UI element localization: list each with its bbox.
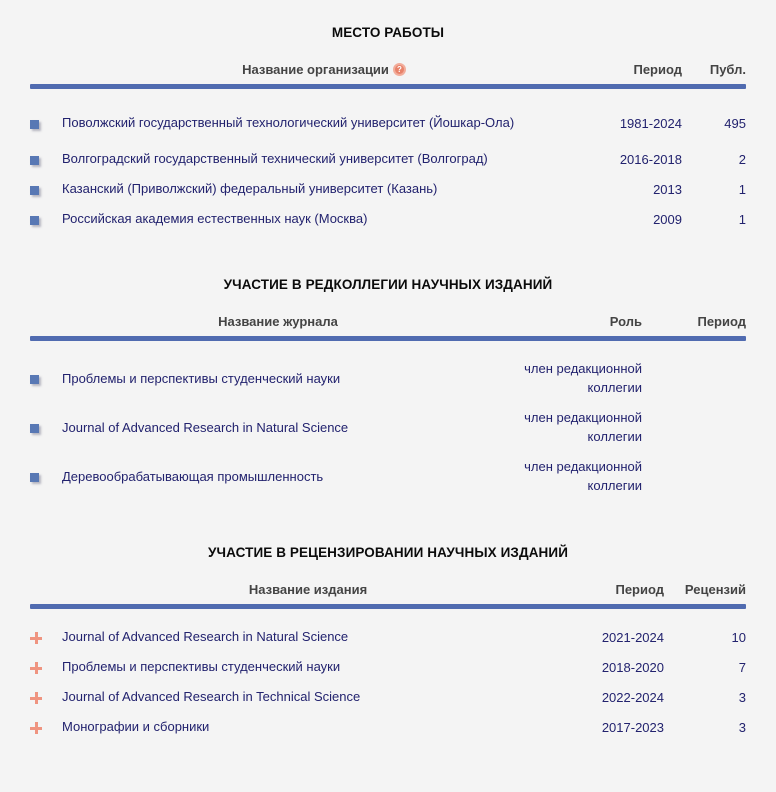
header-journal-name: Название журнала [218, 314, 338, 329]
square-bullet-icon [30, 375, 39, 384]
plus-bullet-icon [30, 662, 42, 674]
organization-period: 1981-2024 [619, 115, 682, 131]
row-marker [30, 403, 62, 452]
table-row[interactable] [30, 403, 746, 452]
table-header-row [30, 62, 746, 84]
row-marker [30, 174, 62, 204]
plus-bullet-icon [30, 632, 42, 644]
row-marker [30, 682, 62, 712]
journal-link[interactable]: Проблемы и перспективы студенческий науки [62, 370, 341, 386]
publication-reviews: 10 [731, 629, 746, 645]
table-header-row [30, 582, 746, 604]
row-marker [30, 452, 62, 501]
publication-period: 2022-2024 [601, 689, 664, 705]
publication-reviews: 3 [738, 719, 746, 735]
table-row[interactable] [30, 102, 746, 144]
organization-publications: 495 [724, 115, 746, 131]
publication-period: 2017-2023 [601, 719, 664, 735]
header-period: Период [633, 62, 682, 77]
organization-name[interactable] [62, 174, 586, 204]
journal-role: член редакционной коллегии [524, 459, 642, 493]
header-role: Роль [609, 314, 642, 329]
header-reviews: Рецензий [684, 582, 746, 597]
journal-period [642, 403, 746, 452]
table-row[interactable] [30, 452, 746, 501]
square-bullet-icon [30, 216, 39, 225]
header-organization-name-label: Название организации [242, 62, 389, 77]
journal-name[interactable] [62, 403, 494, 452]
publication-reviews: 3 [738, 689, 746, 705]
table-row[interactable] [30, 622, 746, 652]
journal-name[interactable] [62, 354, 494, 403]
row-marker [30, 652, 62, 682]
organization-link[interactable]: Волгоградский государственный технический университет (Волгоград) [62, 151, 488, 167]
square-bullet-icon [30, 424, 39, 433]
rule-gap [30, 89, 746, 102]
plus-bullet-icon [30, 692, 42, 704]
row-marker [30, 102, 62, 144]
header-publication-name: Название издания [248, 582, 368, 597]
square-bullet-icon [30, 156, 39, 165]
plus-bullet-icon [30, 722, 42, 734]
journal-role: член редакционной коллегии [524, 361, 642, 395]
publication-name[interactable] [62, 652, 554, 682]
question-mark-glyph: ? [396, 65, 402, 74]
organization-publications: 1 [738, 181, 746, 197]
table-place-of-work [30, 62, 746, 234]
square-bullet-icon [30, 120, 39, 129]
publication-name[interactable] [62, 682, 554, 712]
question-mark-icon[interactable] [393, 63, 406, 76]
square-bullet-icon [30, 473, 39, 482]
organization-period: 2009 [653, 211, 682, 227]
table-editorial-board [30, 314, 746, 501]
journal-period [642, 452, 746, 501]
publication-reviews: 7 [738, 659, 746, 675]
table-row[interactable] [30, 652, 746, 682]
publication-period: 2018-2020 [601, 659, 664, 675]
publication-link[interactable]: Проблемы и перспективы студенческий науки [62, 659, 341, 675]
publication-link[interactable]: Journal of Advanced Research in Natural Science [62, 629, 349, 645]
organization-link[interactable]: Казанский (Приволжский) федеральный университет (Казань) [62, 181, 438, 197]
publication-link[interactable]: Монографии и сборники [62, 719, 210, 735]
rule-gap [30, 341, 746, 354]
journal-role: член редакционной коллегии [524, 410, 642, 444]
section-title-peer-review: УЧАСТИЕ В РЕЦЕНЗИРОВАНИИ НАУЧНЫХ ИЗДАНИЙ [207, 545, 569, 560]
organization-period: 2016-2018 [619, 151, 682, 167]
journal-link[interactable]: Деревообрабатывающая промышленность [62, 468, 324, 484]
table-row[interactable] [30, 354, 746, 403]
row-marker [30, 712, 62, 742]
section-editorial-board [0, 234, 776, 501]
journal-link[interactable]: Journal of Advanced Research in Natural Science [62, 419, 349, 435]
table-row[interactable] [30, 682, 746, 712]
organization-name[interactable] [62, 204, 586, 234]
header-period: Период [615, 582, 664, 597]
section-title-place-of-work: МЕСТО РАБОТЫ [331, 25, 445, 40]
table-row[interactable] [30, 144, 746, 174]
row-marker [30, 622, 62, 652]
organization-link[interactable]: Поволжский государственный технологический университет (Йошкар-Ола) [62, 115, 515, 131]
publication-name[interactable] [62, 712, 554, 742]
header-spacer [30, 314, 62, 336]
organization-link[interactable]: Российская академия естественных наук (Москва) [62, 211, 368, 227]
section-title-editorial-board: УЧАСТИЕ В РЕДКОЛЛЕГИИ НАУЧНЫХ ИЗДАНИЙ [223, 277, 553, 292]
row-marker [30, 144, 62, 174]
rule-gap [30, 609, 746, 622]
table-header-row [30, 314, 746, 336]
organization-publications: 1 [738, 211, 746, 227]
header-publications: Публ. [709, 62, 746, 77]
publication-period: 2021-2024 [601, 629, 664, 645]
header-spacer [30, 62, 62, 84]
publication-name[interactable] [62, 622, 554, 652]
table-row[interactable] [30, 712, 746, 742]
table-peer-review [30, 582, 746, 742]
publication-link[interactable]: Journal of Advanced Research in Technical Science [62, 689, 361, 705]
section-place-of-work [0, 0, 776, 234]
header-organization-name [62, 62, 586, 84]
organization-period: 2013 [653, 181, 682, 197]
row-marker [30, 354, 62, 403]
table-row[interactable] [30, 204, 746, 234]
header-period: Период [697, 314, 746, 329]
organization-name[interactable] [62, 102, 586, 144]
organization-publications: 2 [738, 151, 746, 167]
journal-period [642, 354, 746, 403]
organization-name[interactable] [62, 144, 586, 174]
section-peer-review [0, 501, 776, 742]
row-marker [30, 204, 62, 234]
table-row[interactable] [30, 174, 746, 204]
square-bullet-icon [30, 186, 39, 195]
header-spacer [30, 582, 62, 604]
journal-name[interactable] [62, 452, 494, 501]
